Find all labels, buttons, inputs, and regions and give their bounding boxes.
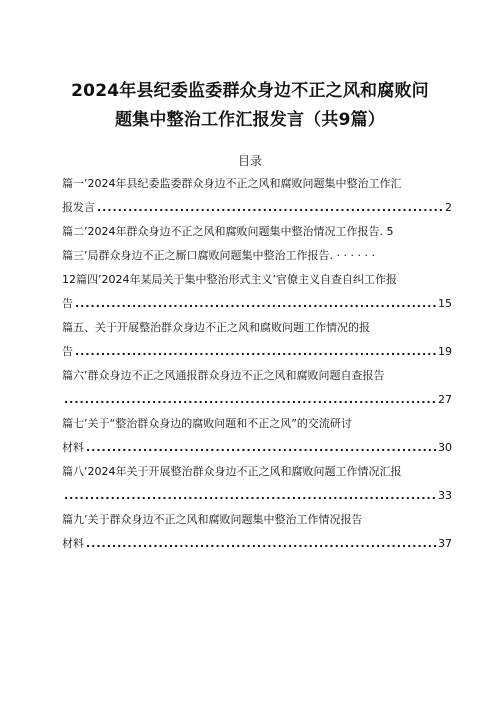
table-of-contents: [62, 172, 452, 556]
toc-line: [62, 508, 452, 532]
toc-line: [62, 316, 452, 340]
toc-line: [62, 340, 452, 364]
toc-line: [62, 484, 452, 508]
toc-line: [62, 244, 452, 268]
toc-page-number: 33: [438, 489, 452, 502]
toc-line-text: 12篇四’2024年某局关于集中整治形式主义’官僚主义自查自纠工作报: [62, 273, 397, 286]
toc-line-text: 材料: [62, 441, 84, 454]
toc-line-text: 告: [62, 345, 73, 358]
toc-line: [62, 292, 452, 316]
toc-page-number: 37: [438, 537, 452, 550]
toc-page-number: 19: [438, 345, 452, 358]
toc-line: [62, 172, 452, 196]
toc-line-text: 材料: [62, 537, 84, 550]
toc-line-text: 篇三’局群众身边不正之厮口腐败问题集中整治工作报告. · · · · · ·: [62, 249, 375, 262]
toc-line: [62, 412, 452, 436]
toc-heading: 目录: [237, 154, 262, 168]
document-title-line-2: 题集中整治工作汇报发言（共9篇）: [114, 110, 386, 130]
toc-line: [62, 268, 452, 292]
toc-line: [62, 364, 452, 388]
toc-leader-dots: [84, 532, 438, 556]
toc-line-text: 篇八’2024年关于开展整治群众身边不正之风和腐败问题工作情况汇报: [62, 465, 402, 478]
document-title-line-1: 2024年县纪委监委群众身边不正之风和腐败问: [71, 81, 429, 101]
toc-line-text: 篇五、关于开展整治群众身边不正之风和腐败问题工作情况的报: [62, 321, 370, 334]
toc-line-text: 报发言: [62, 201, 95, 214]
toc-leader-dots: [73, 340, 438, 364]
toc-page-number: 15: [438, 297, 452, 310]
toc-leader-dots: [84, 436, 438, 460]
toc-line-text: 篇七’关于“整治群众身边的腐败问题和不正之风”的交流研讨: [62, 417, 352, 430]
toc-line-text: 篇二’2024年群众身边不正之风和腐败问题集中整治情况工作报告. 5: [62, 225, 394, 238]
toc-line: [62, 436, 452, 460]
toc-line: [62, 388, 452, 412]
toc-line: [62, 460, 452, 484]
toc-page-number: 2: [445, 201, 452, 214]
toc-leader-dots: [62, 388, 438, 412]
toc-leader-dots: [95, 196, 445, 220]
toc-line: [62, 532, 452, 556]
toc-line-text: 篇六’群众身边不正之风通报群众身边不正之风和腐败问题自查报告: [62, 369, 385, 382]
toc-leader-dots: [73, 292, 438, 316]
toc-page-number: 30: [438, 441, 452, 454]
toc-leader-dots: [62, 484, 438, 508]
toc-line: [62, 196, 452, 220]
toc-line: [62, 220, 452, 244]
toc-line-text: 告: [62, 297, 73, 310]
toc-line-text: 篇一’2024年县纪委监委群众身边不正之风和腐败问题集中整治工作汇: [62, 177, 402, 190]
toc-page-number: 27: [438, 393, 452, 406]
toc-line-text: 篇九’关于群众身边不正之风和腐败问题集中整治工作情况报告: [62, 513, 363, 526]
